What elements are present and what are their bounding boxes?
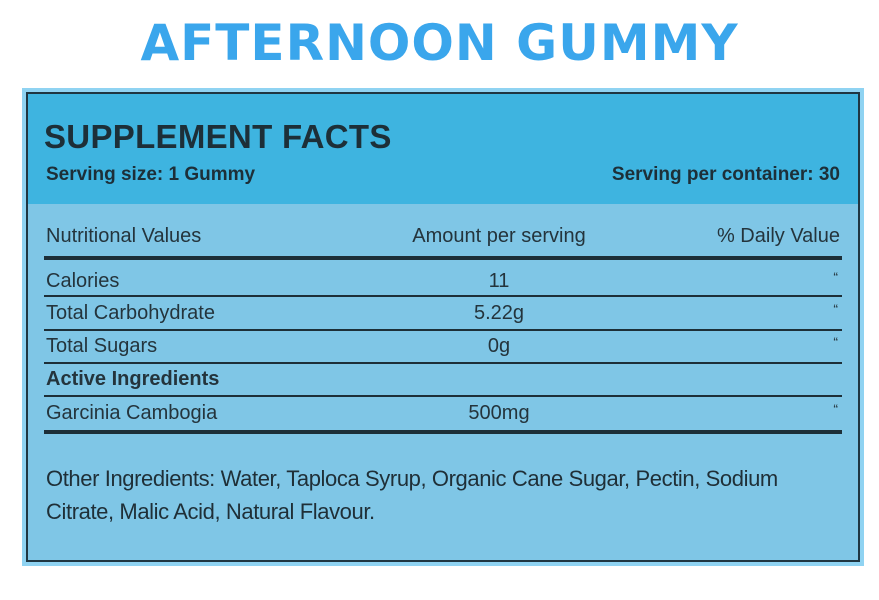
- header-amount: Amount per serving: [412, 225, 586, 247]
- table-row: [44, 332, 842, 362]
- supplement-facts-panel: [22, 88, 864, 566]
- table-row: [44, 267, 842, 297]
- facts-header: [28, 94, 858, 204]
- divider-header: [44, 256, 842, 260]
- row-amount: 11: [488, 270, 510, 292]
- divider-row: [44, 362, 842, 364]
- serving-size: Serving size: 1 Gummy: [46, 164, 256, 185]
- divider-row: [44, 395, 842, 397]
- row-daily: “: [833, 334, 838, 350]
- facts-heading: SUPPLEMENT FACTS: [44, 118, 392, 155]
- other-ingredients: Other Ingredients: Water, Taploca Syrup, Organic Cane Sugar, Pectin, Sodium Citrate, Malic Acid, Natural Flavour.: [46, 466, 778, 524]
- panel-border: [26, 92, 860, 562]
- divider-row: [44, 295, 842, 297]
- table-header-row: [44, 222, 842, 252]
- header-daily-value: % Daily Value: [716, 225, 840, 247]
- row-daily: “: [833, 401, 838, 417]
- row-daily: “: [833, 269, 838, 285]
- row-amount: 0g: [487, 335, 511, 357]
- divider-footer: [44, 430, 842, 434]
- table-row: [44, 299, 842, 329]
- active-ingredients-label: Active Ingredients: [46, 368, 220, 390]
- table-row: [44, 399, 842, 429]
- row-name: Total Sugars: [46, 335, 158, 357]
- servings-per-container: Serving per container: 30: [611, 164, 840, 185]
- row-name: Garcinia Cambogia: [46, 402, 218, 424]
- row-name: Calories: [46, 270, 120, 292]
- row-name: Total Carbohydrate: [46, 302, 215, 324]
- row-amount: 5.22g: [473, 302, 525, 324]
- section-row: [44, 365, 842, 395]
- product-title: AFTERNOON GUMMY: [140, 14, 739, 72]
- row-amount: 500mg: [468, 402, 530, 424]
- divider-row: [44, 329, 842, 331]
- header-nutritional-values: Nutritional Values: [46, 225, 202, 247]
- row-daily: “: [833, 301, 838, 317]
